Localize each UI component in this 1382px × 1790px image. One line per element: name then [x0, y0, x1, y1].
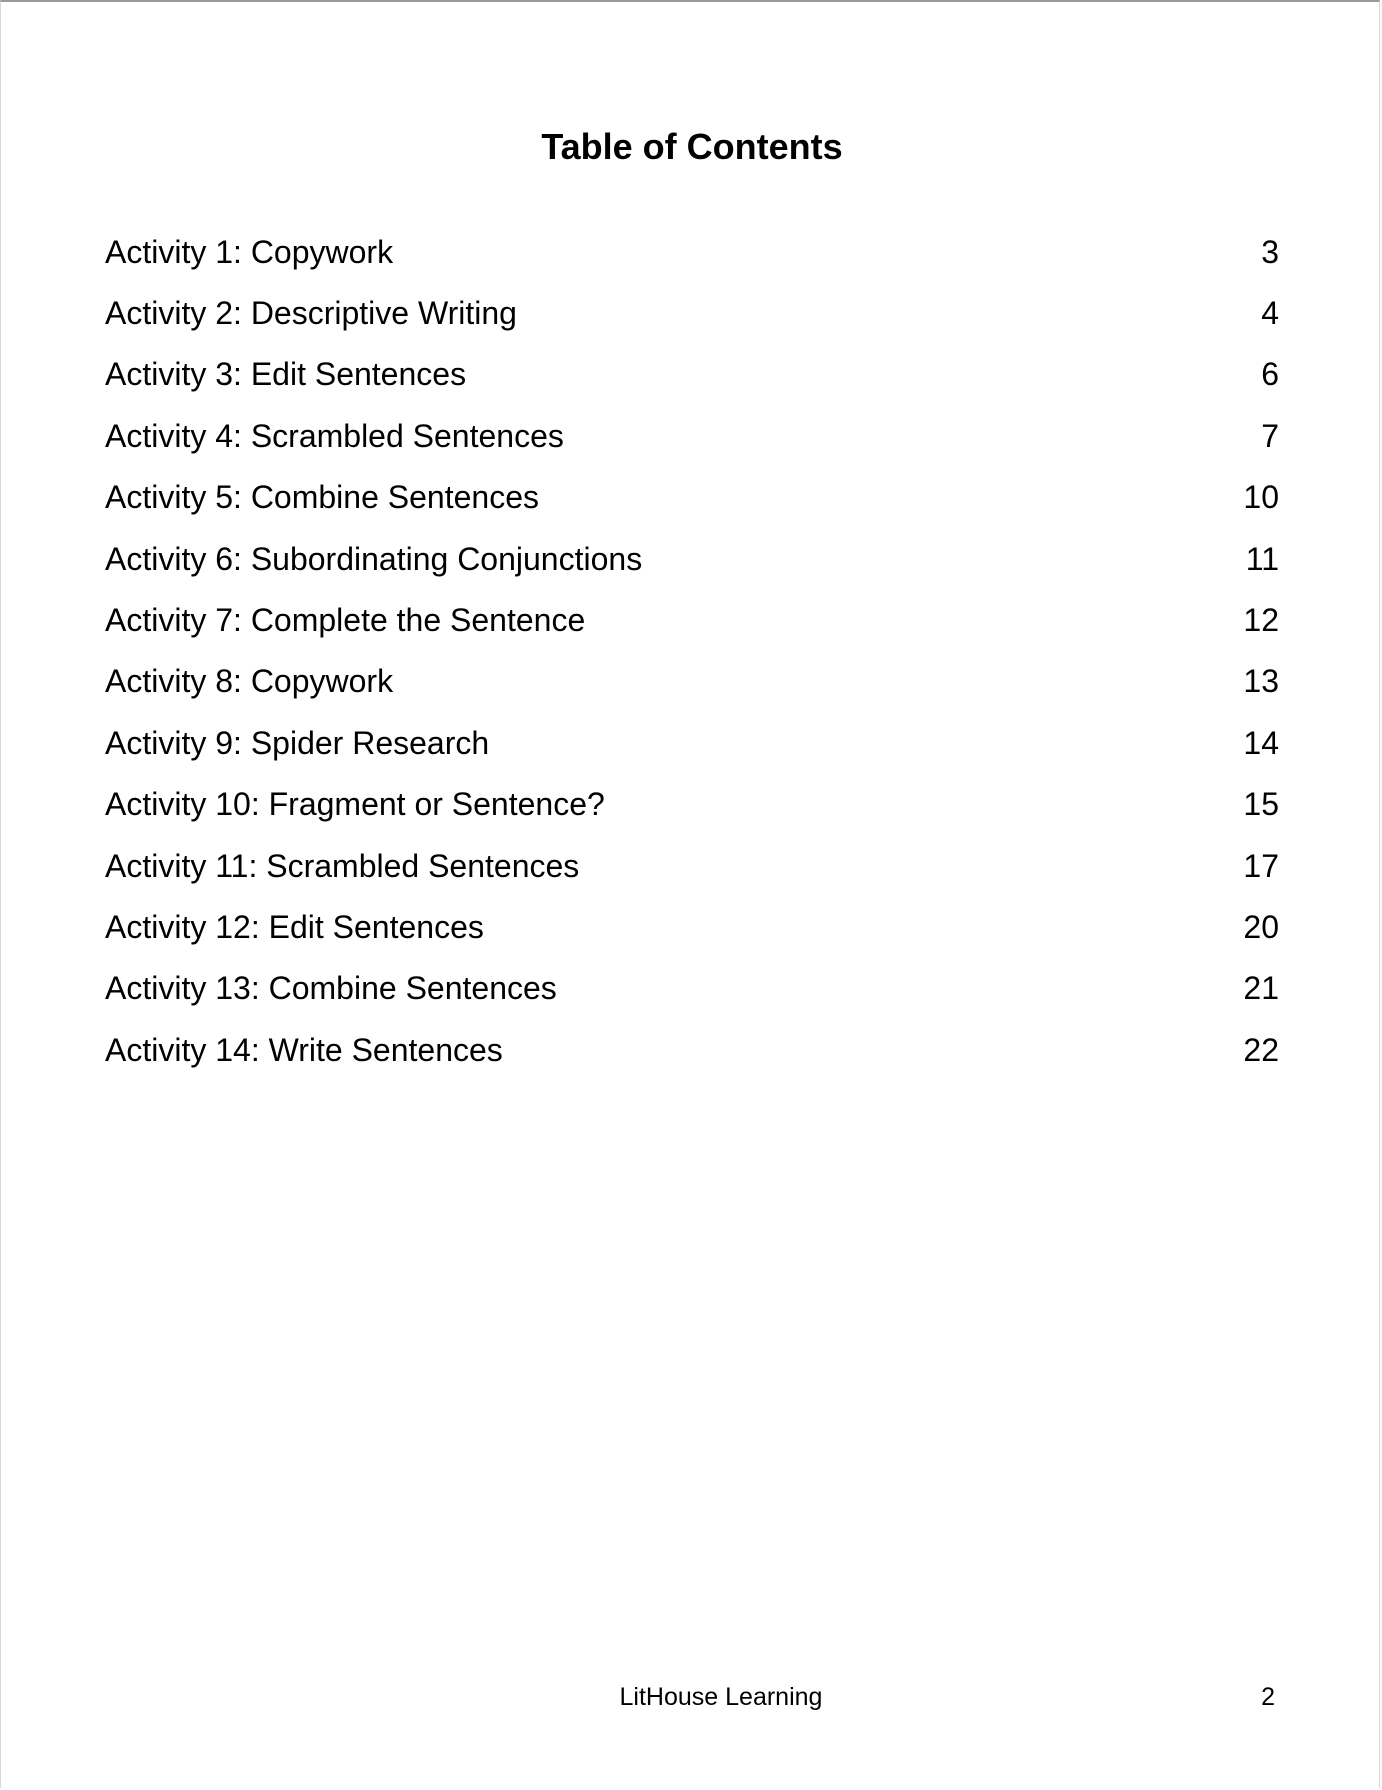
toc-entry-page: 3: [1261, 233, 1279, 270]
toc-entry-page: 7: [1261, 417, 1279, 454]
toc-entry-title: Activity 7: Complete the Sentence: [105, 602, 586, 639]
toc-entry: [105, 651, 1279, 712]
toc-entry-page: 21: [1243, 970, 1279, 1007]
footer-publisher: LitHouse Learning: [619, 1683, 823, 1711]
toc-entry-page: 14: [1243, 724, 1279, 761]
toc-entry-page: 13: [1243, 663, 1279, 700]
toc-entry-title: Activity 6: Subordinating Conjunctions: [105, 540, 643, 577]
toc-entry: [105, 344, 1279, 405]
toc-entry-title: Activity 14: Write Sentences: [105, 1031, 503, 1068]
toc-entry-page: 12: [1243, 602, 1279, 639]
toc-entry-page: 6: [1261, 356, 1279, 393]
page-title: Table of Contents: [541, 126, 843, 167]
toc-entry-page: 17: [1243, 847, 1279, 884]
toc-entry-title: Activity 4: Scrambled Sentences: [105, 417, 564, 454]
toc-entry-title: Activity 11: Scrambled Sentences: [105, 847, 580, 884]
toc-entry-title: Activity 3: Edit Sentences: [105, 356, 467, 393]
toc-entry: [105, 528, 1279, 589]
toc-entry-page: 4: [1261, 295, 1279, 332]
toc-entry: [105, 467, 1279, 528]
toc-entry-page: 15: [1243, 786, 1279, 823]
toc-entry: [105, 1019, 1279, 1080]
toc-entry: [105, 221, 1279, 282]
toc-entry-title: Activity 13: Combine Sentences: [105, 970, 557, 1007]
toc-entry: [105, 896, 1279, 957]
toc-entry: [105, 405, 1279, 466]
toc-entry-title: Activity 8: Copywork: [105, 663, 394, 700]
toc-entry-page: 20: [1243, 908, 1279, 945]
toc-entry-page: 22: [1243, 1031, 1279, 1068]
toc-entry-page: 11: [1245, 540, 1279, 577]
toc-entry-title: Activity 10: Fragment or Sentence?: [105, 786, 605, 823]
toc-entry: [105, 774, 1279, 835]
toc-entry: [105, 712, 1279, 773]
toc-entry-title: Activity 2: Descriptive Writing: [105, 295, 517, 332]
footer-page-number: 2: [1261, 1683, 1275, 1711]
toc-entry-page: 10: [1243, 479, 1279, 516]
toc-entry-title: Activity 1: Copywork: [105, 233, 394, 270]
toc-entry: [105, 958, 1279, 1019]
toc-entry: [105, 835, 1279, 896]
toc-entry-title: Activity 5: Combine Sentences: [105, 479, 539, 516]
table-of-contents: [105, 221, 1279, 1080]
toc-entry-title: Activity 12: Edit Sentences: [105, 908, 484, 945]
toc-entry: [105, 589, 1279, 650]
toc-entry-title: Activity 9: Spider Research: [105, 724, 490, 761]
toc-entry: [105, 282, 1279, 343]
